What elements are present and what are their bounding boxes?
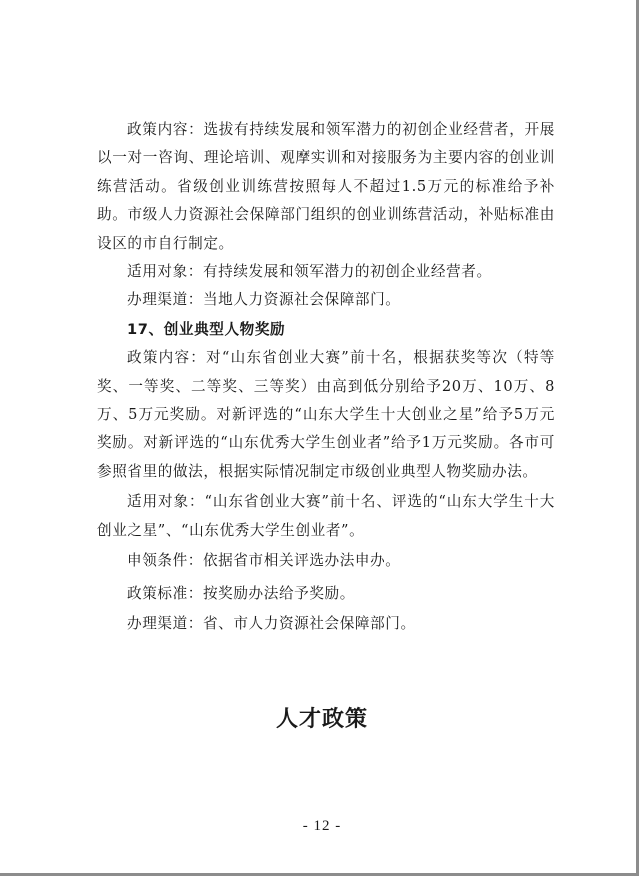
policy-content-paragraph: 政策内容：选拔有持续发展和领军潜力的初创企业经营者，开展以一对一咨询、理论培训、观摩实训和对接服务为主要内容的创业训练营活动。省级创业训练营按照每人不超过1.5万元的标准给予补助。市级人力资源社会保障部门组织的创业训练营活动，补贴标准由设区的市自行制定。: [97, 121, 555, 252]
award-channel-paragraph: 办理渠道：省、市人力资源社会保障部门。: [127, 614, 416, 632]
award-policy-content-paragraph: 政策内容：对“山东省创业大赛”前十名，根据获奖等次（特等奖、一等奖、二等奖、三等奖）由高到低分别给予20万、10万、8万、5万元奖励。对新评选的“山东大学生十大创业之星”给予5万元奖励。对新评选的“山东优秀大学生创业者”给予1万元奖励。各市可参照省里的做法，根据实际情况制定市级创业典型人物奖励办法。: [97, 349, 555, 480]
item-heading: 17、创业典型人物奖励: [127, 320, 286, 338]
section-title: 人才政策: [275, 706, 368, 732]
policy-standard-paragraph: 政策标准：按奖励办法给予奖励。: [127, 584, 355, 602]
target-group-paragraph: 适用对象：有持续发展和领军潜力的初创企业经营者。: [127, 263, 492, 281]
page-number: - 12 -: [302, 818, 342, 834]
document-body: [97, 116, 555, 638]
award-target-group-paragraph: 适用对象：“山东省创业大赛”前十名、评选的“山东大学生十大创业之星”、“山东优秀大学生创业者”。: [97, 493, 555, 539]
channel-paragraph: 办理渠道：当地人力资源社会保障部门。: [127, 291, 401, 309]
application-conditions-paragraph: 申领条件：依据省市相关评选办法申办。: [127, 552, 401, 570]
